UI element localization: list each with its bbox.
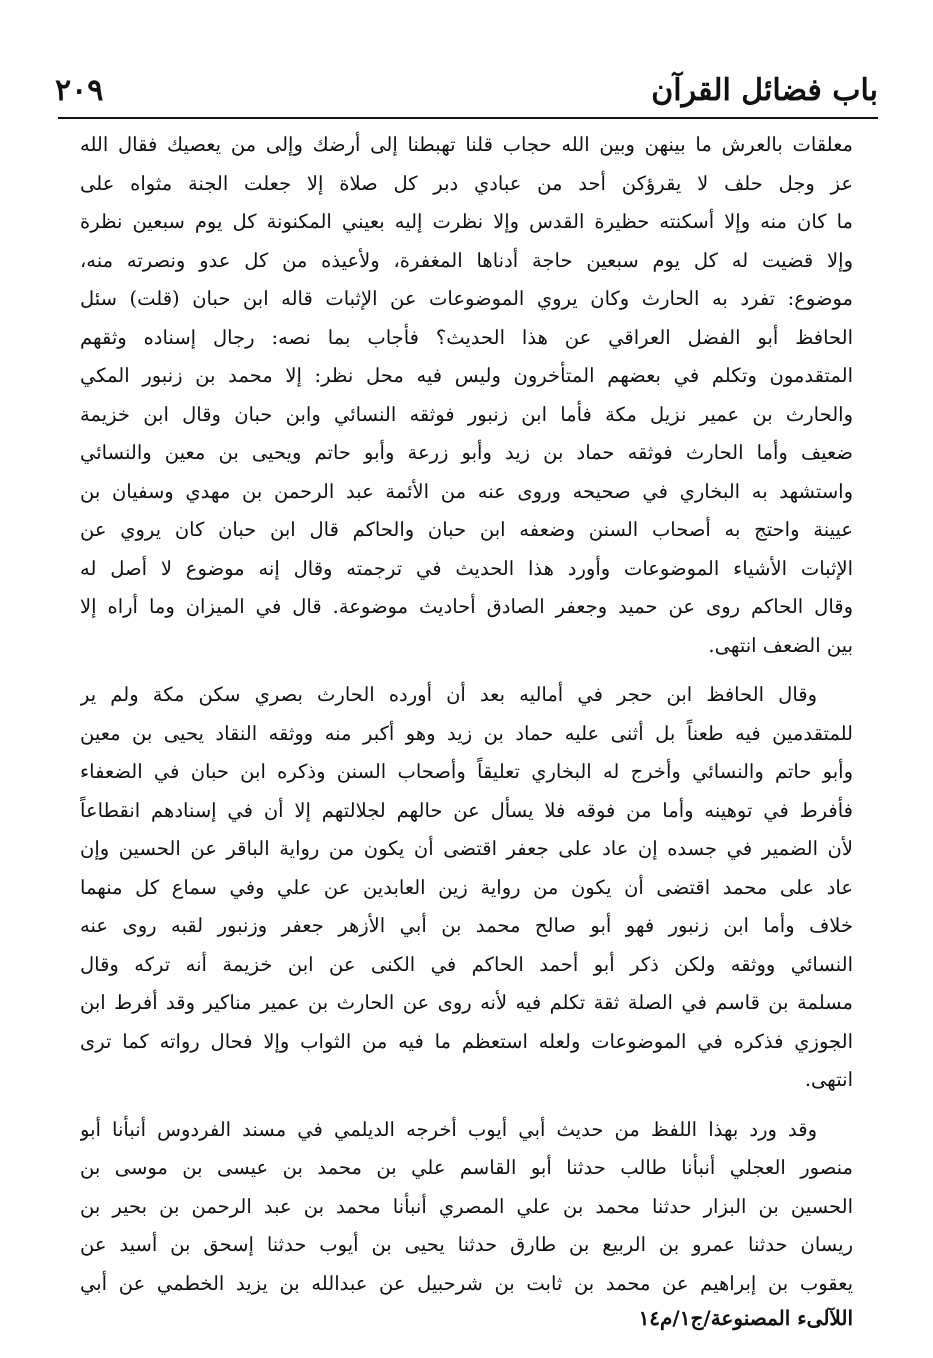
text-line: المتقدمون وتكلم في بعضهم المتأخرون وليس فيه محل نظر: إلا محمد بن زنبور المكي bbox=[80, 364, 853, 387]
text-line: الإثبات الأشياء الموضوعات وأورد هذا الحديث في ترجمته وقال إنه موضوع لا أصل له bbox=[80, 556, 853, 580]
text-line: موضوع: تفرد به الحارث وكان يروي الموضوعات عن الإثبات قاله ابن حبان (قلت) سئل bbox=[80, 287, 853, 310]
text-line: فأفرط في توهينه وأما من فوقه فلا يسأل عن حالهم لجلالتهم إلا أن في إسنادهم انقطاعاً bbox=[80, 798, 853, 822]
text-line: بين الضعف انتهى. bbox=[708, 633, 853, 657]
body-text bbox=[80, 126, 853, 1303]
text-line: خلاف وأما ابن زنبور فهو أبو صالح محمد بن أبي الأزهر جعفر وزنبور لقبه روى عنه bbox=[80, 914, 853, 937]
text-line: الحسين بن البزار حدثنا محمد بن علي المصري أنبأنا محمد بن عبد الرحمن بن بحير بن bbox=[80, 1194, 853, 1218]
text-line: النسائي ووثقه ولكن ذكر أبو أحمد الحاكم في الكنى عن ابن خزيمة أنه تركه وقال bbox=[80, 952, 853, 976]
text-line: ضعيف وأما الحارث فوثقه حماد بن زيد وأبو زرعة وأبو حاتم ويحيى بن معين والنسائي bbox=[80, 441, 853, 464]
section-title: باب فضائل القرآن bbox=[651, 72, 878, 108]
text-line: وأبو حاتم والنسائي وأخرج له البخاري تعليقاً وأصحاب السنن وذكره ابن حبان في الضعفاء bbox=[80, 760, 853, 783]
text-line: عيينة واحتج به أصحاب السنن وضعفه ابن حبان والحاكم قال ابن حبان كان يروي عن bbox=[80, 518, 853, 541]
text-line: لأن الضمير في جسده إن عاد على جعفر اقتضى أن يكون من رواية الباقر عن الحسين وإن bbox=[80, 837, 853, 860]
text-line: وقال الحاكم روى عن حميد وجعفر الصادق أحاديث موضوعة. قال في الميزان وما أراه إلا bbox=[80, 595, 853, 618]
footer-signature: اللآلىء المصنوعة/ج١/م١٤ bbox=[638, 1306, 853, 1330]
text-line: معلقات بالعرش ما بينهن وبين الله حجاب قلنا تهبطنا إلى أرضك وإلى من يعصيك فقال الله bbox=[80, 133, 853, 156]
text-line: عاد على محمد اقتضى أن يكون من رواية زين العابدين عن علي وفي سماع كل منهما bbox=[80, 875, 853, 899]
text-line: مسلمة بن قاسم في الصلة ثقة تكلم فيه لأنه روى عن الحارث بن عمير مناكير وقد أفرط ابن bbox=[80, 991, 853, 1014]
text-line: الحافظ أبو الفضل العراقي عن هذا الحديث؟ فأجاب بما نصه: رجال إسناده وثقهم bbox=[80, 325, 853, 349]
text-line: وقال الحافظ ابن حجر في أماليه بعد أن أورده الحارث بصري سكن مكة ولم ير bbox=[80, 683, 817, 706]
text-line: وقد ورد بهذا اللفظ من حديث أبي أيوب أخرجه الديلمي في مسند الفردوس أنبأنا أبو bbox=[80, 1117, 817, 1141]
paragraph-1 bbox=[80, 126, 853, 665]
text-line: والحارث بن عمير نزيل مكة فأما ابن زنبور فوثقه النسائي وابن حبان وقال ابن خزيمة bbox=[80, 402, 853, 426]
page-number: ٢٠٩ bbox=[55, 72, 104, 108]
header-rule bbox=[58, 117, 878, 119]
paragraph-3 bbox=[80, 1111, 853, 1304]
text-line: منصور العجلي أنبأنا طالب حدثنا أبو القاسم علي بن محمد بن عيسى بن موسى بن bbox=[80, 1156, 853, 1179]
text-line: عز وجل حلف لا يقرؤكن أحد من عبادي دبر كل صلاة إلا جعلت الجنة مثواه على bbox=[80, 171, 853, 195]
text-line: الجوزي فذكره في الموضوعات ولعله استعظم ما فيه من الثواب وإلا فحال رواته كما ترى bbox=[80, 1029, 853, 1053]
text-line: وإلا قضيت له كل يوم سبعين حاجة أدناها المغفرة، ولأعيذه من كل عدو ونصرته منه، bbox=[80, 248, 853, 272]
text-line: للمتقدمين فيه طعناً بل أثنى عليه حماد بن زيد وهو أكبر منه ووثقه النقاد يحيى بن معين bbox=[80, 721, 853, 745]
text-line: ريسان حدثنا عمرو بن الربيع بن طارق حدثنا يحيى بن أيوب حدثنا إسحق بن أسيد عن bbox=[80, 1233, 853, 1256]
paragraph-2 bbox=[80, 676, 853, 1100]
text-line: ما كان منه وإلا أسكنته حظيرة القدس وإلا نظرت إليه بعيني المكنونة كل يوم سبعين نظرة bbox=[80, 210, 853, 233]
text-line: يعقوب بن إبراهيم عن محمد بن ثابت بن شرحبيل عن عبدالله بن يزيد الخطمي عن أبي bbox=[80, 1271, 853, 1295]
page-header bbox=[55, 64, 878, 116]
text-line: انتهى. bbox=[804, 1068, 853, 1091]
text-line: واستشهد به البخاري في صحيحه وروى عنه من الأئمة عبد الرحمن بن مهدي وسفيان بن bbox=[80, 479, 853, 503]
